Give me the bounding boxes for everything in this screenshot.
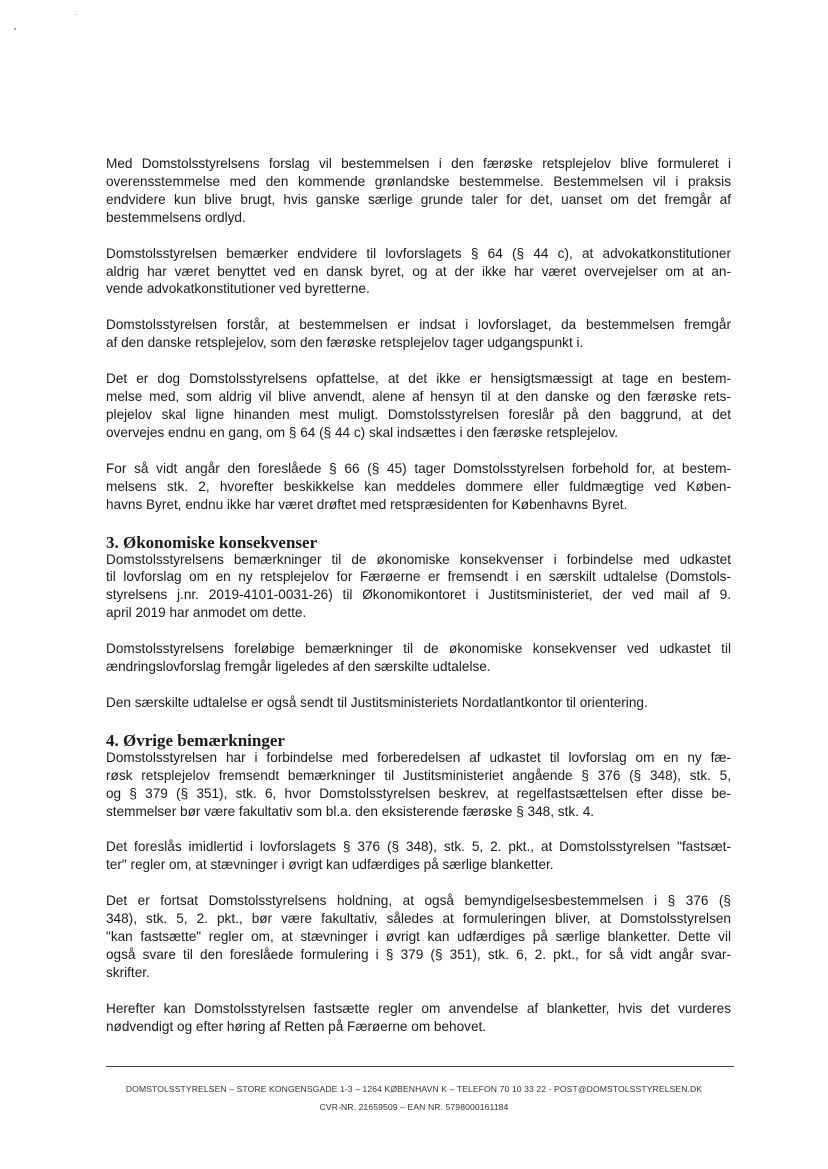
- text-line: styrelsens j.nr. 2019-4101-0031-26) til Økonomikontoret i Justitsministeriet, der ved mail af 9.: [106, 587, 731, 603]
- text-line: For så vidt angår den foreslåede § 66 (§ 45) tager Domstolsstyrelsen forbehold for, at bestem-: [106, 460, 731, 476]
- text-line: af den danske retsplejelov, som den færøske retsplejelov tager udgangspunkt i.: [106, 335, 584, 351]
- text-line: vende advokatkonstitutioner ved byretterne.: [106, 281, 370, 297]
- body-text: [106, 155, 731, 1054]
- text-line: Den særskilte udtalelse er også sendt til Justitsministeriets Nordatlantkontor til orientering.: [106, 694, 648, 710]
- section-4-heading: 4. Øvrige bemærkninger: [106, 730, 285, 750]
- text-line: Med Domstolsstyrelsens forslag vil bestemmelsen i den færøske retsplejelov blive formuleret i: [106, 156, 731, 171]
- text-line: Domstolsstyrelsen bemærker endvidere til lovforslagets § 64 (§ 44 c), at advokatkonstitutioner: [106, 245, 731, 261]
- paragraph: [106, 370, 731, 442]
- text-line: april 2019 har anmodet om dette.: [106, 605, 307, 621]
- footer-registration: CVR-NR. 21659509 – EAN NR. 5798000161184: [319, 1102, 509, 1112]
- text-line: Det er dog Domstolsstyrelsens opfattelse, at det ikke er hensigtsmæssigt at tage en bestem-: [106, 371, 731, 387]
- intro-paragraphs: [106, 155, 731, 514]
- paragraph: [106, 155, 731, 227]
- paragraph: [106, 892, 731, 982]
- text-line: røsk retsplejelov fremsendt bemærkninger til Justitsministeriet angående § 376 (§ 348), stk. 5,: [106, 767, 731, 783]
- text-line: "kan fastsætte" regler om, at stævninger i øvrigt kan udfærdiges på særlige blanketter. Dette vil: [106, 929, 731, 945]
- text-line: melse med, som aldrig vil blive anvendt, alene af hensyn til at den danske og den færøske rets-: [106, 389, 731, 405]
- footer-rule: [106, 1066, 734, 1067]
- text-line: melsens stk. 2, hvorefter beskikkelse kan meddeles dommere eller fuldmægtige ved Køben-: [106, 478, 731, 494]
- paragraph: [106, 640, 731, 676]
- footer-address: DOMSTOLSSTYRELSEN – STORE KONGENSGADE 1-3 – 1264 KØBENHAVN K – TELEFON 70 10 33 22 - POST@DOMSTOLSSTYRELSEN.DK: [125, 1084, 703, 1094]
- text-line: ter" regler om, at stævninger i øvrigt kan udfærdiges på særlige blanketter.: [106, 857, 554, 873]
- scan-speck: [75, 14, 76, 15]
- text-line: også svare til den foreslåede formulering i § 379 (§ 351), stk. 6, 2. pkt., for så vidt angår svar-: [106, 947, 731, 962]
- text-line: endvidere kun blive brugt, hvis ganske særlige grunde taler for det, uanset om det fremgår af: [106, 191, 731, 207]
- text-line: Herefter kan Domstolsstyrelsen fastsætte regler om anvendelse af blanketter, hvis det vurderes: [106, 1000, 731, 1016]
- text-line: overensstemmelse med den kommende grønlandske bestemmelse. Bestemmelsen vil i praksis: [106, 173, 731, 189]
- text-line: Domstolsstyrelsen har i forbindelse med forberedelsen af udkastet til lovforslag om en ny fæ-: [106, 749, 731, 765]
- text-line: ændringslovforslag fremgår ligeledes af den særskilte udtalelse.: [106, 659, 491, 675]
- paragraph: [106, 838, 731, 874]
- paragraph: [106, 1000, 731, 1036]
- text-line: og § 379 (§ 351), stk. 6, hvor Domstolsstyrelsen beskrev, at regelfastsættelsen efter disse be-: [106, 785, 731, 801]
- text-line: bestemmelsens ordlyd.: [106, 209, 246, 225]
- paragraph: [106, 316, 731, 352]
- paragraph: [106, 551, 731, 623]
- text-line: overvejes endnu en gang, om § 64 (§ 44 c) skal indsættes i den færøske retsplejelov.: [106, 424, 619, 440]
- paragraph: [106, 694, 731, 712]
- text-line: skrifter.: [106, 964, 150, 980]
- text-line: plejelov skal ligne hinanden mest muligt. Domstolsstyrelsen foreslår på den baggrund, at det: [106, 406, 731, 422]
- section-4-paragraphs: [106, 749, 731, 1036]
- text-line: Det foreslås imidlertid i lovforslagets § 376 (§ 348), stk. 5, 2. pkt., at Domstolsstyrelsen "fastsæt-: [106, 839, 731, 855]
- text-line: 348), stk. 5, 2. pkt., bør være fakultativ, således at formuleringen bliver, at Domstolsstyrelsen: [106, 911, 731, 927]
- scan-speck: [14, 28, 16, 30]
- paragraph: [106, 749, 731, 821]
- text-line: havns Byret, endnu ikke har været drøftet med retspræsidenten for Københavns Byret.: [106, 496, 628, 512]
- text-line: Domstolsstyrelsen forstår, at bestemmelsen er indsat i lovforslaget, da bestemmelsen fremgår: [106, 317, 731, 333]
- text-line: til lovforslag om en ny retsplejelov for Færøerne er fremsendt i en særskilt udtalelse (Domstols-: [106, 569, 731, 585]
- section-3-heading: 3. Økonomiske konsekvenser: [106, 532, 318, 552]
- text-line: nødvendigt og efter høring af Retten på Færøerne om behovet.: [106, 1018, 487, 1034]
- letterhead-footer: [60, 1080, 768, 1116]
- text-line: Domstolsstyrelsens foreløbige bemærkninger til de økonomiske konsekvenser ved udkastet til: [106, 641, 731, 657]
- paragraph: [106, 245, 731, 299]
- text-line: stemmelser bør være fakultativ som bl.a. den eksisterende færøske § 348, stk. 4.: [106, 803, 595, 819]
- text-line: Domstolsstyrelsens bemærkninger til de økonomiske konsekvenser i forbindelse med udkastet: [106, 551, 731, 567]
- text-line: aldrig har været benyttet ved en dansk byret, og at der ikke har været overvejelser om at an-: [106, 263, 731, 279]
- paragraph: [106, 460, 731, 514]
- section-3-paragraphs: [106, 551, 731, 712]
- text-line: Det er fortsat Domstolsstyrelsens holdning, at også bemyndigelsesbestemmelsen i § 376 (§: [106, 893, 731, 909]
